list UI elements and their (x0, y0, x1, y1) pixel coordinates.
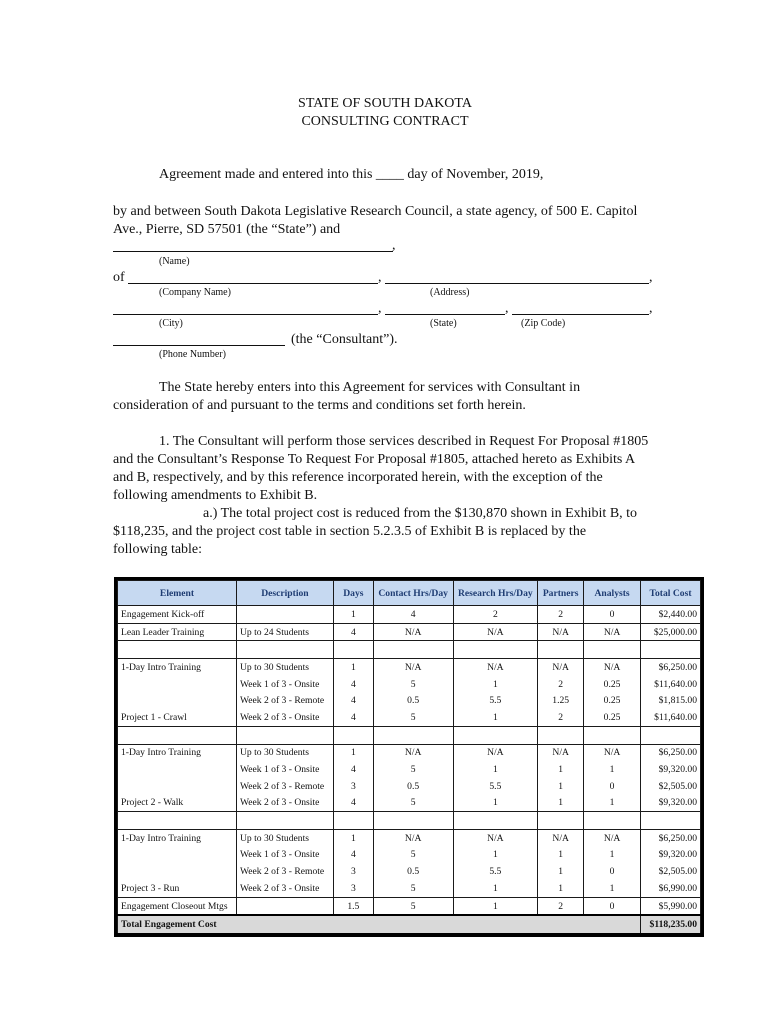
table-row (118, 676, 701, 693)
table-cell: Up to 30 Students (236, 659, 333, 676)
phone-label: (Phone Number) (159, 349, 226, 360)
table-cell: 1 (584, 761, 641, 778)
table-cell: $6,250.00 (641, 659, 701, 676)
table-cell: $2,505.00 (641, 778, 701, 795)
table-cell: Engagement Closeout Mtgs (118, 897, 237, 915)
address-blank-line[interactable] (385, 283, 649, 284)
table-cell: N/A (584, 623, 641, 641)
table-cell: 5 (373, 847, 453, 864)
table-cell: 1 (453, 709, 538, 726)
spacer-row (118, 726, 701, 744)
table-row (118, 880, 701, 897)
table-cell (118, 778, 237, 795)
table-cell: 0.5 (373, 692, 453, 709)
table-cell (641, 726, 701, 744)
table-cell (118, 847, 237, 864)
table-cell: 0.25 (584, 709, 641, 726)
table-cell: 1 (453, 761, 538, 778)
city-comma: , (378, 301, 382, 316)
name-label: (Name) (159, 256, 190, 267)
table-cell: 0.25 (584, 676, 641, 693)
table-cell (453, 641, 538, 659)
table-cell: Project 2 - Walk (118, 795, 237, 812)
table-cell: N/A (373, 659, 453, 676)
column-header: Element (118, 581, 237, 606)
table-cell: 1 (538, 863, 584, 880)
table-cell (118, 641, 237, 659)
table-cell: 1.5 (333, 897, 373, 915)
table-cell (584, 726, 641, 744)
table-cell: 1 (538, 778, 584, 795)
table-cell: Week 1 of 3 - Onsite (236, 847, 333, 864)
table-cell: 0 (584, 778, 641, 795)
table-cell: $11,640.00 (641, 676, 701, 693)
table-row (118, 623, 701, 641)
table-cell (236, 726, 333, 744)
table-cell (236, 641, 333, 659)
project-cost-table (114, 577, 704, 937)
table-cell (641, 812, 701, 830)
table-cell: Up to 24 Students (236, 623, 333, 641)
total-value: $118,235.00 (641, 915, 701, 933)
table-cell: Week 2 of 3 - Onsite (236, 709, 333, 726)
company-comma: , (378, 270, 382, 285)
table-cell: N/A (373, 623, 453, 641)
table-cell: $9,320.00 (641, 795, 701, 812)
table-cell: 1-Day Intro Training (118, 744, 237, 761)
table-cell (118, 761, 237, 778)
table-cell (236, 897, 333, 915)
table-cell: Up to 30 Students (236, 744, 333, 761)
table-cell: 1 (538, 761, 584, 778)
table-cell: 2 (538, 676, 584, 693)
table-cell: 4 (333, 709, 373, 726)
table-cell: $11,640.00 (641, 709, 701, 726)
document-title-line2: CONSULTING CONTRACT (301, 114, 469, 129)
city-label: (City) (159, 318, 183, 329)
table-row (118, 692, 701, 709)
table-row (118, 761, 701, 778)
table-cell: 1 (453, 880, 538, 897)
table-cell: 3 (333, 880, 373, 897)
table-cell: $6,990.00 (641, 880, 701, 897)
table-cell: Week 2 of 3 - Remote (236, 778, 333, 795)
table-cell: 1 (453, 897, 538, 915)
table-cell: 1 (584, 795, 641, 812)
company-name-blank-line[interactable] (128, 283, 378, 284)
table-cell: $1,815.00 (641, 692, 701, 709)
table-cell: 5 (373, 795, 453, 812)
address-comma: , (649, 270, 653, 285)
table-cell: 5.5 (453, 863, 538, 880)
table-cell: N/A (373, 829, 453, 846)
table-cell (453, 812, 538, 830)
table-cell (118, 863, 237, 880)
table-cell (373, 812, 453, 830)
table-cell: 5 (373, 761, 453, 778)
table-cell: 1 (538, 880, 584, 897)
table-cell: N/A (538, 659, 584, 676)
table-cell: N/A (453, 623, 538, 641)
table-cell: $2,505.00 (641, 863, 701, 880)
table-cell (118, 812, 237, 830)
phone-blank-line[interactable] (113, 345, 285, 346)
total-label: Total Engagement Cost (118, 915, 641, 933)
table-cell: N/A (584, 659, 641, 676)
table-cell: 1 (584, 847, 641, 864)
table-cell: 1 (538, 795, 584, 812)
table-cell: Up to 30 Students (236, 829, 333, 846)
zip-label: (Zip Code) (521, 318, 566, 329)
table-row (118, 847, 701, 864)
name-blank-line[interactable] (113, 251, 393, 252)
table-cell: 2 (538, 709, 584, 726)
table-cell: 1-Day Intro Training (118, 829, 237, 846)
table-cell: 5.5 (453, 692, 538, 709)
table-cell (584, 641, 641, 659)
table-cell: 5 (373, 897, 453, 915)
table-row (118, 606, 701, 624)
table-cell: N/A (538, 829, 584, 846)
column-header: Partners (538, 581, 584, 606)
table-cell (118, 692, 237, 709)
table-row (118, 778, 701, 795)
table-cell: Week 2 of 3 - Onsite (236, 795, 333, 812)
table-cell: 1.25 (538, 692, 584, 709)
table-cell: 4 (333, 795, 373, 812)
table-row (118, 863, 701, 880)
state-label: (State) (430, 318, 457, 329)
table-cell: 1 (333, 606, 373, 624)
city-blank-line[interactable] (113, 314, 378, 315)
zip-comma: , (649, 301, 653, 316)
column-header: Total Cost (641, 581, 701, 606)
table-row (118, 709, 701, 726)
section-1a-paragraph: a.) The total project cost is reduced from the $130,870 shown in Exhibit B, to $118,235, and the project cost table in section 5.2.3.5 of Exhibit B is replaced by the following table: (113, 506, 638, 557)
table-cell (236, 812, 333, 830)
column-header: Analysts (584, 581, 641, 606)
table-cell: $25,000.00 (641, 623, 701, 641)
table-cell: 1 (453, 847, 538, 864)
of-prefix: of (113, 270, 125, 285)
table-cell (373, 641, 453, 659)
table-cell: Week 1 of 3 - Onsite (236, 761, 333, 778)
table-cell: 4 (373, 606, 453, 624)
table-cell: 1 (584, 880, 641, 897)
table-cell: 1 (453, 676, 538, 693)
state-blank-line[interactable] (385, 314, 505, 315)
table-cell: N/A (373, 744, 453, 761)
agreement-line: Agreement made and entered into this ____ day of November, 2019, (159, 167, 544, 182)
table-cell (538, 726, 584, 744)
table-cell (333, 641, 373, 659)
table-cell (333, 812, 373, 830)
table-row (118, 744, 701, 761)
table-header-row (118, 581, 701, 606)
table-cell: 5.5 (453, 778, 538, 795)
table-cell: 4 (333, 623, 373, 641)
table-cell: 3 (333, 863, 373, 880)
table-cell: 0 (584, 863, 641, 880)
table-row (118, 795, 701, 812)
table-cell: $2,440.00 (641, 606, 701, 624)
column-header: Research Hrs/Day (453, 581, 538, 606)
table-cell: 1 (333, 744, 373, 761)
table-cell: $5,990.00 (641, 897, 701, 915)
table-cell: 1 (333, 659, 373, 676)
parties-paragraph: by and between South Dakota Legislative Research Council, a state agency, of 500 E. Capitol Ave., Pierre, SD 57501 (the “State”) and (113, 204, 638, 237)
table-cell: N/A (453, 829, 538, 846)
name-comma: , (392, 238, 396, 253)
table-cell (584, 812, 641, 830)
table-cell: 4 (333, 847, 373, 864)
column-header: Description (236, 581, 333, 606)
column-header: Days (333, 581, 373, 606)
table-cell: 1 (453, 795, 538, 812)
table-cell: Week 2 of 3 - Onsite (236, 880, 333, 897)
table-cell: 3 (333, 778, 373, 795)
table-cell: N/A (453, 744, 538, 761)
table-cell: 1-Day Intro Training (118, 659, 237, 676)
table-cell (333, 726, 373, 744)
table-cell: N/A (538, 744, 584, 761)
state-comma: , (505, 301, 509, 316)
document-title-line1: STATE OF SOUTH DAKOTA (298, 96, 472, 111)
table-cell: 5 (373, 880, 453, 897)
table-cell: 4 (333, 676, 373, 693)
table-cell: Week 2 of 3 - Remote (236, 863, 333, 880)
consultant-suffix: (the “Consultant”). (291, 332, 398, 347)
table-cell: 2 (538, 606, 584, 624)
table-cell: N/A (453, 659, 538, 676)
table-cell: 1 (333, 829, 373, 846)
table-row (118, 897, 701, 915)
table-cell: 4 (333, 761, 373, 778)
company-name-label: (Company Name) (159, 287, 231, 298)
table-cell: 2 (453, 606, 538, 624)
zip-blank-line[interactable] (512, 314, 649, 315)
table-cell (118, 726, 237, 744)
table-cell (538, 812, 584, 830)
table-cell (538, 641, 584, 659)
intro-paragraph: The State hereby enters into this Agreement for services with Consultant in consideration of and pursuant to the terms and conditions set forth herein. (113, 380, 581, 413)
spacer-row (118, 641, 701, 659)
table-cell: Project 1 - Crawl (118, 709, 237, 726)
total-row (118, 915, 701, 933)
table-cell (373, 726, 453, 744)
table-cell: 0.5 (373, 863, 453, 880)
table-cell: 5 (373, 676, 453, 693)
table-cell: 5 (373, 709, 453, 726)
table-cell: $6,250.00 (641, 744, 701, 761)
table-cell: 1 (538, 847, 584, 864)
table-cell: Engagement Kick-off (118, 606, 237, 624)
table-cell (236, 606, 333, 624)
table-cell: 0 (584, 606, 641, 624)
table-row (118, 659, 701, 676)
table-cell: Week 1 of 3 - Onsite (236, 676, 333, 693)
section-1-paragraph: 1. The Consultant will perform those services described in Request For Proposal #1805 and the Consultant’s Response To Request For Proposal #1805, attached hereto as Exhibits A and B, respectively, and by this reference incorporated herein, with the exception of the following amendments to Exhibit B. (113, 434, 649, 503)
spacer-row (118, 812, 701, 830)
table-cell: 4 (333, 692, 373, 709)
table-cell: $6,250.00 (641, 829, 701, 846)
table-cell (118, 676, 237, 693)
table-cell: N/A (584, 744, 641, 761)
table-cell: 0.25 (584, 692, 641, 709)
table-row (118, 829, 701, 846)
table-cell: 0 (584, 897, 641, 915)
address-label: (Address) (430, 287, 470, 298)
table-cell: N/A (538, 623, 584, 641)
table-cell: N/A (584, 829, 641, 846)
table-cell: 2 (538, 897, 584, 915)
table-cell (641, 641, 701, 659)
table-cell: 0.5 (373, 778, 453, 795)
table-cell: Week 2 of 3 - Remote (236, 692, 333, 709)
column-header: Contact Hrs/Day (373, 581, 453, 606)
table-cell: Project 3 - Run (118, 880, 237, 897)
table-cell: $9,320.00 (641, 761, 701, 778)
table-cell (453, 726, 538, 744)
table-cell: Lean Leader Training (118, 623, 237, 641)
table-cell: $9,320.00 (641, 847, 701, 864)
